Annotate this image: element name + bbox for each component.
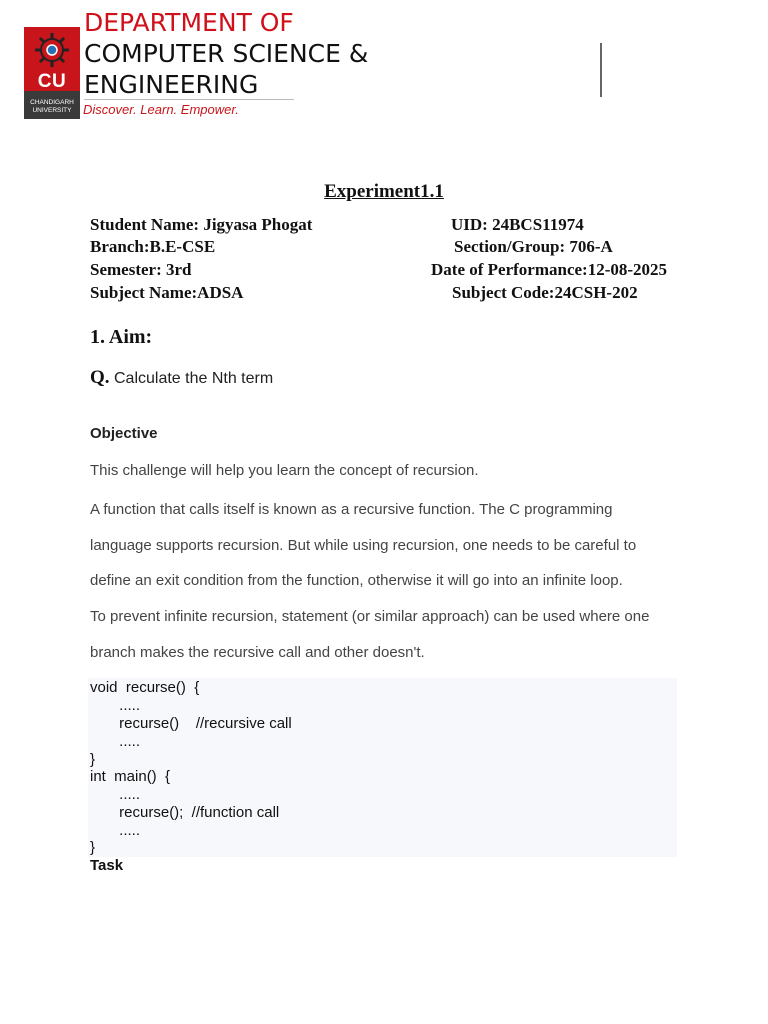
header-divider [84, 99, 294, 100]
university-logo [24, 27, 80, 119]
student-name: Student Name: Jigyasa Phogat [90, 215, 313, 234]
code-line: recurse() //recursive call [90, 715, 292, 732]
subject-name: Subject Name:ADSA [90, 283, 244, 302]
section-group: Section/Group: 706-A [454, 237, 613, 256]
semester: Semester: 3rd [90, 260, 192, 279]
objective-heading: Objective [90, 425, 158, 442]
question [90, 367, 273, 389]
recursion-text-line: define an exit condition from the function, otherwise it will go into an infinite loop. [90, 572, 623, 589]
code-line: ..... [90, 786, 141, 803]
task-heading: Task [90, 857, 124, 874]
subject-code: Subject Code:24CSH-202 [452, 283, 638, 302]
aim-heading: 1. Aim: [90, 326, 153, 348]
logo-university-line1: CHANDIGARH [30, 99, 74, 106]
code-line: ..... [90, 733, 141, 750]
department-title-line1: DEPARTMENT OF [84, 8, 294, 37]
question-text: Calculate the Nth term [113, 370, 274, 387]
code-line: } [90, 751, 96, 768]
gear-emblem-icon [32, 30, 72, 70]
header-vertical-bar [600, 43, 602, 97]
code-line: ..... [90, 697, 141, 714]
code-block [88, 678, 677, 857]
recursion-text-line: A function that calls itself is known as a recursive function. The C programming [90, 501, 613, 518]
branch: Branch:B.E-CSE [90, 237, 216, 256]
recursion-text-line: branch makes the recursive call and other doesn't. [90, 644, 425, 661]
recursion-text-line: To prevent infinite recursion, statement (or similar approach) can be used where one [90, 608, 650, 625]
question-label: Q. [90, 367, 110, 388]
university-tagline: Discover. Learn. Empower. [83, 102, 239, 117]
code-line: ..... [90, 822, 141, 839]
code-line: recurse(); //function call [90, 804, 280, 821]
code-line: void recurse() { [90, 679, 200, 696]
date-of-performance: Date of Performance:12-08-2025 [431, 260, 668, 279]
code-line: } [90, 839, 96, 856]
logo-university-name [24, 99, 80, 115]
logo-university-line2: UNIVERSITY [32, 107, 72, 114]
student-uid: UID: 24BCS11974 [451, 215, 584, 234]
recursion-text-line: language supports recursion. But while using recursion, one needs to be careful to [90, 537, 637, 554]
logo-initials: CU [37, 71, 67, 92]
document-header [0, 0, 768, 130]
objective-paragraph: This challenge will help you learn the concept of recursion. [90, 462, 479, 479]
department-title-line3: ENGINEERING [84, 70, 259, 99]
experiment-title: Experiment1.1 [324, 181, 444, 202]
department-title-line2: COMPUTER SCIENCE & [84, 39, 369, 68]
code-line: int main() { [90, 768, 171, 785]
